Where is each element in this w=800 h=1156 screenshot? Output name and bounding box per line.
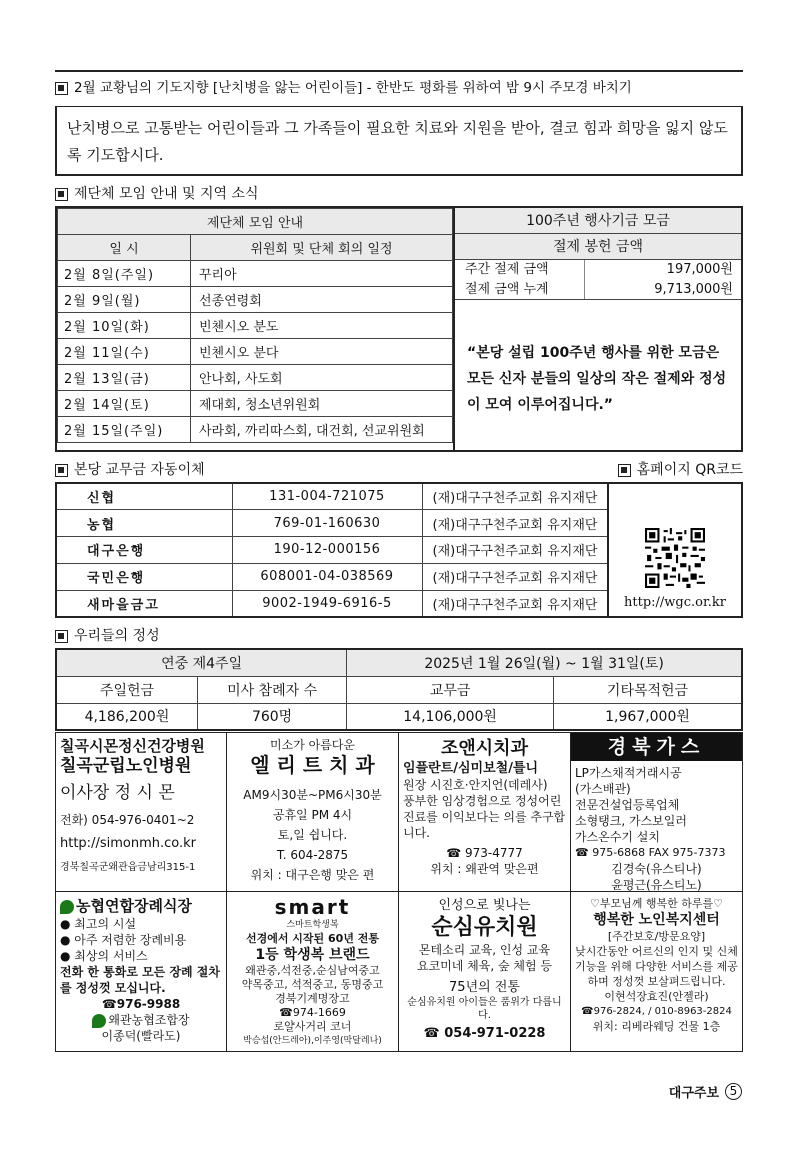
meeting-schedule-text: 제대회, 청소년위원회 xyxy=(191,391,453,417)
table-row xyxy=(56,590,608,617)
ad-text: 행복한 노인복지센터 xyxy=(593,912,720,928)
fund-label: 주간 절제 금액 xyxy=(455,260,585,280)
page-footer xyxy=(669,1082,742,1101)
groups-heading-row xyxy=(55,182,743,206)
fund-row xyxy=(455,260,741,280)
square-bullet-icon xyxy=(618,464,631,477)
offering-period: 2025년 1월 26일(월) ~ 1월 31일(토) xyxy=(347,649,742,676)
offering-heading: 우리들의 정성 xyxy=(74,628,160,644)
meeting-table-title: 제단체 모임 안내 xyxy=(58,209,453,235)
ad-text: 엘 리 트 치 과 xyxy=(250,753,375,777)
bank-name: 농협 xyxy=(56,510,232,537)
qr-code-icon[interactable] xyxy=(645,525,705,591)
meeting-schedule-text: 꾸리아 xyxy=(191,261,453,287)
ad-text: 농협연합장례식장 xyxy=(76,897,192,915)
ad-text: 전문건설업등록업체 xyxy=(575,798,680,812)
offering-value: 1,967,000원 xyxy=(554,703,743,730)
ad-text: http://simonmh.co.kr xyxy=(60,836,196,851)
homepage-link[interactable]: http://wgc.or.kr xyxy=(624,595,726,610)
ad-text: 토,일 쉽니다. xyxy=(277,828,348,842)
nonghyup-logo-icon xyxy=(92,1014,106,1028)
offering-value: 760명 xyxy=(197,703,346,730)
bulletin-name: 대구주보 xyxy=(668,1086,719,1101)
ad-text: ☎974-1669 xyxy=(279,1006,346,1019)
ad-gyeongbuk-gas[interactable] xyxy=(571,732,743,892)
square-bullet-icon xyxy=(55,464,68,477)
page-content xyxy=(55,70,743,731)
ad-text: 공휴일 PM 4시 xyxy=(272,808,353,822)
ad-text: 순심유치원 아이들은 품위가 다릅니다. xyxy=(407,997,562,1021)
meeting-schedule xyxy=(57,208,455,450)
table-row xyxy=(58,313,453,339)
prayer-section xyxy=(55,70,743,176)
ad-funeral-hall[interactable] xyxy=(55,892,227,1052)
meeting-schedule-text: 빈첸시오 분다 xyxy=(191,339,453,365)
col-date-header: 일 시 xyxy=(58,235,191,261)
table-row xyxy=(58,287,453,313)
fund-row xyxy=(455,280,741,300)
ad-text: 경북칠곡군왜관읍금남리315-1 xyxy=(60,862,196,873)
ads-section xyxy=(55,732,743,1052)
ad-text: 위치 : 왜관역 맞은편 xyxy=(430,862,539,876)
ad-text: ♡부모님께 행복한 하루를♡ xyxy=(590,897,723,910)
ad-text: 풍부한 임상경험으로 정성어린 진료를 이익보다는 의를 추구합니다. xyxy=(403,794,566,840)
meeting-date: 2월 13일(금) xyxy=(58,365,191,391)
ad-text: 위치 : 대구은행 맞은 편 xyxy=(250,868,375,882)
groups-box xyxy=(55,206,743,452)
ad-text: 1등 학생복 브랜드 xyxy=(255,947,370,963)
ad-text: 미소가 아름다운 xyxy=(270,738,355,752)
meeting-date: 2월 14일(토) xyxy=(58,391,191,417)
table-row xyxy=(58,391,453,417)
ad-joanc-dental[interactable] xyxy=(399,732,571,892)
ad-text: 요코미네 체육, 숲 체험 등 xyxy=(417,959,552,973)
prayer-heading: 2월 교황님의 기도지향 [난치병을 앓는 어린이들] - 한반도 평화를 위하여 밤 9시 주모경 바치기 xyxy=(74,80,632,96)
prayer-box xyxy=(55,106,743,176)
ad-text: 칠곡시몬정신건강병원 xyxy=(60,737,205,755)
meeting-date: 2월 15일(주일) xyxy=(58,417,191,443)
bank-name: 새마을금고 xyxy=(56,590,232,617)
ad-simon-hospital[interactable] xyxy=(55,732,227,892)
bank-table xyxy=(55,482,609,618)
offering-col-header: 기타목적헌금 xyxy=(554,676,743,703)
ad-text: 왜관중,석전중,순심남여중고 xyxy=(245,964,380,977)
table-row xyxy=(56,563,608,590)
ad-text: 원장 시진호·안지언(데레사) xyxy=(403,778,548,792)
qr-heading: 홈페이지 QR코드 xyxy=(636,462,743,478)
bank-name: 국민은행 xyxy=(56,563,232,590)
ad-text: AM9시30분~PM6시30분 xyxy=(243,788,382,802)
prayer-heading-row xyxy=(55,76,743,100)
ad-text: [주간보호/방문요양] xyxy=(607,930,706,943)
ad-text: ☎ 975-6868 FAX 975-7373 xyxy=(575,846,726,859)
bank-heading-row xyxy=(55,458,743,482)
ad-text: 선경에서 시작된 60년 전통 xyxy=(245,932,380,945)
table-row xyxy=(58,261,453,287)
ad-smart-uniform[interactable] xyxy=(227,892,399,1052)
ad-text: 로얄사거리 코너 xyxy=(273,1020,352,1033)
ad-text: 몬테소리 교육, 인성 교육 xyxy=(418,943,551,957)
bank-heading-wrap xyxy=(55,458,205,482)
ad-text: ● 최상의 서비스 xyxy=(60,949,148,963)
bank-owner: (재)대구구천주교회 유지재단 xyxy=(422,563,608,590)
ad-text: ● 아주 저렴한 장례비용 xyxy=(60,933,187,947)
qr-box xyxy=(609,482,743,618)
ad-text: 이현석장효진(안젤라) xyxy=(604,990,709,1003)
ad-text: 이사장 정 시 몬 xyxy=(60,783,175,803)
fund-value: 197,000원 xyxy=(666,262,733,277)
offering-col-header: 주일헌금 xyxy=(56,676,197,703)
offering-col-header: 미사 참례자 수 xyxy=(197,676,346,703)
ad-text: smart xyxy=(274,895,351,919)
table-row xyxy=(56,483,608,510)
meeting-schedule-text: 빈첸시오 분도 xyxy=(191,313,453,339)
offering-value: 14,106,000원 xyxy=(347,703,554,730)
ad-text: 약목중고, 석적중고, 동명중고 xyxy=(241,978,384,991)
ad-text: ● 최고의 시설 xyxy=(60,917,137,931)
fund-title: 100주년 행사기금 모금 xyxy=(455,208,741,234)
bank-owner: (재)대구구천주교회 유지재단 xyxy=(422,483,608,510)
ad-text: 왜관농협조합장 xyxy=(108,1013,190,1027)
ad-text: 스마트학생복 xyxy=(286,920,339,930)
square-bullet-icon xyxy=(55,630,68,643)
square-bullet-icon xyxy=(55,188,68,201)
offering-value: 4,186,200원 xyxy=(56,703,197,730)
table-row xyxy=(58,417,453,443)
table-row xyxy=(58,365,453,391)
meeting-schedule-text: 선종연령회 xyxy=(191,287,453,313)
ad-text: ☎976-2824, / 010-8963-2824 xyxy=(581,1006,732,1017)
ad-text: 소형탱크, 가스보일러 xyxy=(575,814,687,828)
bank-name: 대구은행 xyxy=(56,537,232,564)
ad-text: ☎ 973-4777 xyxy=(446,846,523,860)
ad-text: 조앤시치과 xyxy=(441,738,528,759)
bank-owner: (재)대구구천주교회 유지재단 xyxy=(422,537,608,564)
ad-text: T. 604-2875 xyxy=(276,848,349,862)
prayer-body: 난치병으로 고통받는 어린이들과 그 가족들이 필요한 치료와 지원을 받아, 결코 힘과 희망을 잃지 않도록 기도합시다. xyxy=(67,119,728,164)
bank-owner: (재)대구구천주교회 유지재단 xyxy=(422,590,608,617)
bank-owner: (재)대구구천주교회 유지재단 xyxy=(422,510,608,537)
square-bullet-icon xyxy=(55,82,68,95)
ad-text: 낮시간동안 어르신의 인지 및 신체기능을 위해 다양한 서비스를 제공하며 정성껏 보살펴드립니다. xyxy=(575,945,738,988)
ad-sunsim-kindergarten[interactable] xyxy=(399,892,571,1052)
nonghyup-logo-icon xyxy=(60,900,74,914)
bank-box xyxy=(55,482,743,618)
bank-heading: 본당 교무금 자동이체 xyxy=(74,462,205,478)
meeting-date: 2월 9일(월) xyxy=(58,287,191,313)
fund-label: 절제 금액 누계 xyxy=(455,280,585,299)
ad-text: 박승섭(안드레아),이주영(막달레나) xyxy=(243,1036,382,1046)
page-number: 5 xyxy=(725,1083,742,1100)
col-schedule-header: 위원회 및 단체 회의 일정 xyxy=(191,235,453,261)
ads-row-1 xyxy=(55,732,743,892)
ad-text: 이종덕(빨라도) xyxy=(101,1029,181,1043)
ad-text: 75년의 전통 xyxy=(449,980,520,995)
meeting-date: 2월 8일(주일) xyxy=(58,261,191,287)
bank-account: 9002-1949-6916-5 xyxy=(232,590,422,617)
ad-text: 가스온수기 설치 xyxy=(575,830,660,844)
ad-text: 임플란트/심미보철/틀니 xyxy=(403,761,539,776)
ad-text: 경북기계명장고 xyxy=(275,992,350,1005)
table-row xyxy=(58,339,453,365)
ad-text: ☎ 054-971-0228 xyxy=(423,1026,546,1041)
table-row xyxy=(56,510,608,537)
fund-panel xyxy=(455,208,741,450)
ad-text: 윤평근(유스티노) xyxy=(611,878,702,892)
ad-text: 전화 한 통화로 모든 장례 절차를 정성껏 모십니다. xyxy=(60,965,220,995)
ad-text: LP가스채적거래시공 xyxy=(575,766,682,780)
table-row xyxy=(56,537,608,564)
ad-text: 김경숙(유스티나) xyxy=(611,862,702,876)
fund-subtitle: 절제 봉헌 금액 xyxy=(455,234,741,260)
ad-text: 경북가스 xyxy=(571,733,742,761)
fund-value: 9,713,000원 xyxy=(654,282,733,297)
bank-account: 131-004-721075 xyxy=(232,483,422,510)
meeting-schedule-text: 사라회, 까리따스회, 대건회, 선교위원회 xyxy=(191,417,453,443)
offering-heading-row xyxy=(55,624,743,648)
ad-elderly-welfare-center[interactable] xyxy=(571,892,743,1052)
ad-text: 순심유치원 xyxy=(431,915,538,940)
ad-text: ☎976-9988 xyxy=(101,997,181,1011)
meeting-schedule-text: 안나회, 사도회 xyxy=(191,365,453,391)
offering-col-header: 교무금 xyxy=(347,676,554,703)
bank-name: 신협 xyxy=(56,483,232,510)
ad-text: 칠곡군립노인병원 xyxy=(60,756,192,776)
ads-row-2 xyxy=(55,892,743,1052)
bank-account: 769-01-160630 xyxy=(232,510,422,537)
bank-account: 608001-04-038569 xyxy=(232,563,422,590)
offering-table xyxy=(55,648,743,731)
bank-account: 190-12-000156 xyxy=(232,537,422,564)
offering-week: 연중 제4주일 xyxy=(56,649,347,676)
fund-quote: “본당 설립 100주년 행사를 위한 모금은 모든 신자 분들의 일상의 작은 절제와 정성이 모여 이루어집니다.” xyxy=(467,345,727,413)
ad-elite-dental[interactable] xyxy=(227,732,399,892)
ad-text: 전화) 054-976-0401~2 xyxy=(60,813,195,827)
ad-text: 인성으로 빛나는 xyxy=(438,898,531,913)
ad-text: 위치: 리베라웨딩 건물 1층 xyxy=(592,1020,721,1033)
qr-heading-wrap xyxy=(618,458,743,482)
meeting-date: 2월 11일(수) xyxy=(58,339,191,365)
groups-heading: 제단체 모임 안내 및 지역 소식 xyxy=(74,186,259,202)
meeting-date: 2월 10일(화) xyxy=(58,313,191,339)
ad-text: (가스배관) xyxy=(575,782,631,796)
